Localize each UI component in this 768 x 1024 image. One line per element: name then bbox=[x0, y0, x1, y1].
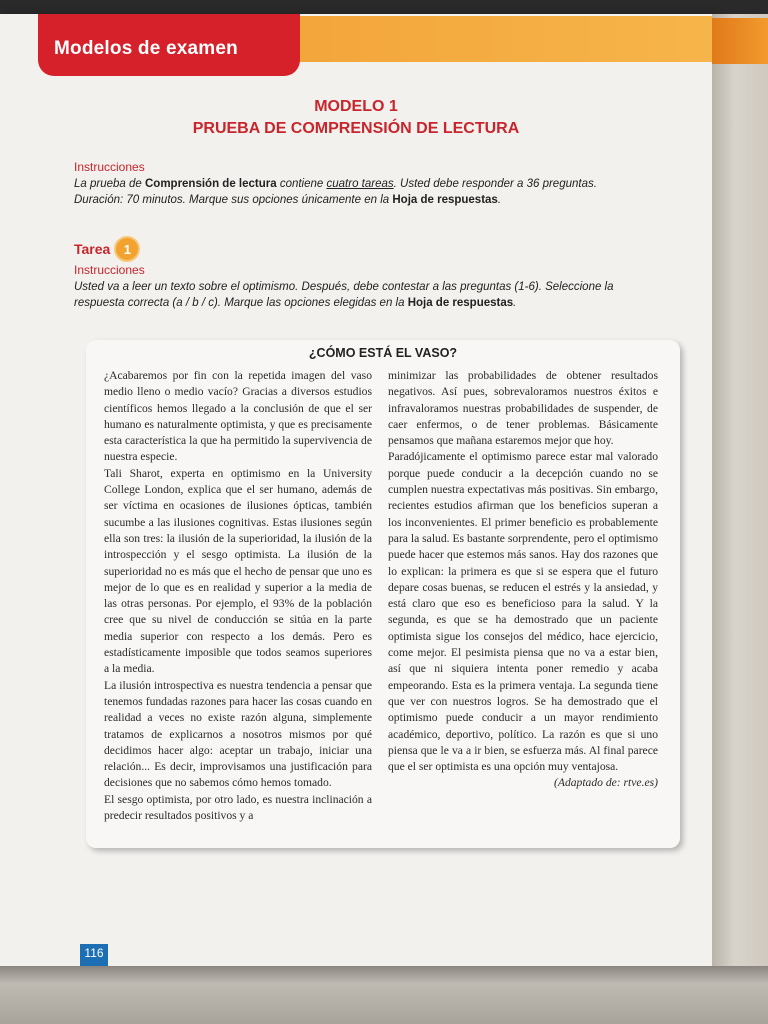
scan-bottom-edge bbox=[0, 966, 768, 1024]
task-label bbox=[74, 236, 140, 262]
page-number: 116 bbox=[80, 944, 108, 980]
paragraph: ¿Acabaremos por fin con la repetida imagen del vaso medio lleno o medio vacío? Gracias a diversos estudios científicos hemos llegado a la conclusión de que el ser humano es naturalmente optimista, y que es precisamente esta característica la que ha permitido la supervivencia de nuestra especie. bbox=[104, 369, 372, 464]
paragraph: Paradójicamente el optimismo parece estar mal valorado porque puede conducir a la decepción cuando no se cumplen nuestra expectativas más positivas. Sin embargo, recientes estudios afirman que los beneficios superan a los inconvenientes. El primer beneficio es probablemente para la salud. Es bastante sorprendente, pero el optimismo puede hacer que estemos más sanos. Hay dos razones que lo explican: la primera es que si se espera que el futuro depare cosas buenas, se reducen el estrés y la ansiedad, y está claro que eso es beneficioso para la salud. Y la segunda, es que se ha demostrado que un paciente optimista sigue los consejos del médico, hace ejercicio, come mejor. El pesimista piensa que no va a estar bien, así que ni siquiera intenta poner remedio y acaba empeorando. Esta es la primera ventaja. La segunda tiene que ver con nuestros logros. Se ha demostrado que el optimismo puede conducir a un mayor rendimiento académico, deportivo, político. La razón es que si uno piensa que le va a ir bien, se esfuerza más. Al final parece que el ser optimista es una opción muy ventajosa. bbox=[388, 450, 658, 774]
reading-box bbox=[86, 340, 680, 848]
model-title: MODELO 1 bbox=[314, 98, 398, 115]
paragraph: minimizar las probabilidades de obtener resultados negativos. Así pues, sobrevaloramos nuestros éxitos e infravaloramos nuestras probabilidades de suspender, de caer enfermos, o de tener problemas. Básicamente pensamos que mañana estaremos mejor que hoy. bbox=[388, 369, 658, 448]
paragraph: La ilusión introspectiva es nuestra tendencia a pensar que tenemos fundadas razones para hacer las cosas cuando en realidad a veces no existe razón alguna, simplemente tratamos de explicarnos a nosotros mismos por qué decidimos hacer algo: aceptar un trabajo, iniciar una relación... Es decir, improvisamos una justificación para decisiones que no sabemos cómo hemos tomado. bbox=[104, 678, 372, 790]
task-label-text: Tarea bbox=[74, 241, 111, 257]
source-citation: (Adaptado de: rtve.es) bbox=[554, 776, 658, 790]
paragraph: Tali Sharot, experta en optimismo en la University College London, explica que el ser humano, además de ser víctima en ocasiones de ilusiones ópticas, también sucumbe a las ilusiones cognitivas. Estas ilusiones según ella son tres: la ilusión de la superioridad, la ilusión de la introspección y el sesgo optimista. La ilusión de la superioridad no es más que el hecho de pensar que uno es mejor de lo que es en realidad y superior a la media de las otras personas. Por ejemplo, el 93% de la población cree que su nivel de conducción se sitúa en la parte media superior con respecto a los demás. Pero es estadísticamente imposible que todos seamos superiores a la media. bbox=[104, 466, 372, 676]
instructions-text: La prueba de Comprensión de lectura contiene cuatro tareas. Usted debe responder a 36 preguntas. Duración: 70 minutos. Marque sus opciones únicamente en la Hoja de respuestas. bbox=[74, 178, 597, 206]
reading-column-right bbox=[388, 368, 658, 792]
book-page bbox=[0, 14, 712, 966]
section-title: Modelos de examen bbox=[54, 38, 238, 59]
task-number-badge: 1 bbox=[114, 236, 140, 262]
task-instructions-text: Usted va a leer un texto sobre el optimismo. Después, debe contestar a las preguntas (1-6). Seleccione la respuesta correcta (a / b / c). Marque las opciones elegidas en la Hoja de respuestas. bbox=[74, 281, 614, 309]
task-instructions-heading: Instrucciones bbox=[74, 263, 145, 277]
test-title: PRUEBA DE COMPRENSIÓN DE LECTURA bbox=[192, 120, 520, 137]
instructions-heading: Instrucciones bbox=[74, 160, 145, 174]
next-page-edge bbox=[712, 14, 768, 966]
header-orange-bar bbox=[290, 16, 712, 62]
paragraph: El sesgo optimista, por otro lado, es nuestra inclinación a predecir resultados positivos y a bbox=[104, 792, 372, 823]
reading-column-left bbox=[104, 368, 372, 824]
reading-title: ¿CÓMO ESTÁ EL VASO? bbox=[308, 346, 458, 360]
